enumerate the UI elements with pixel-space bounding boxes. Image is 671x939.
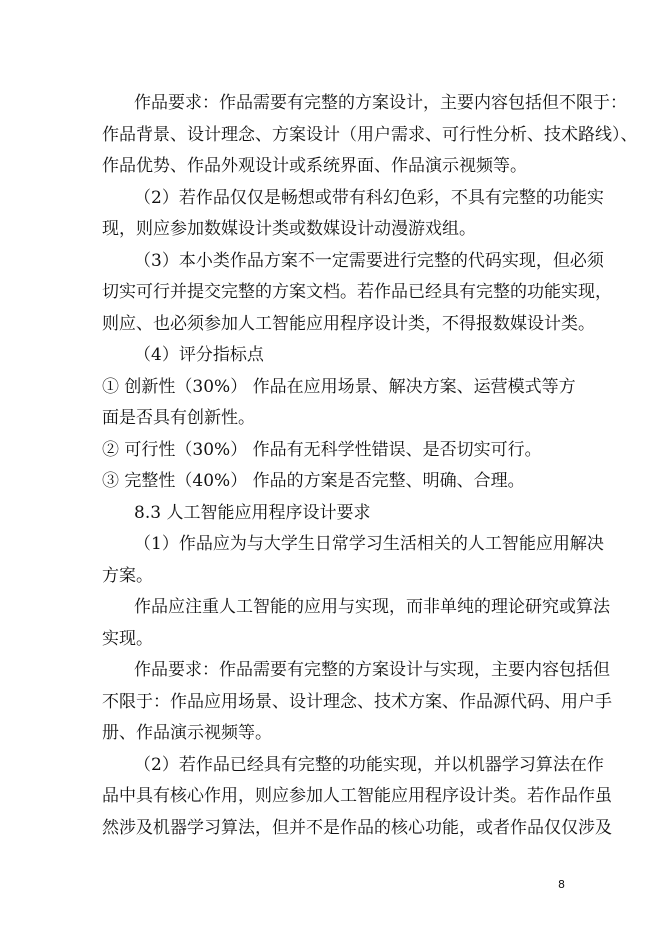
- paragraph-line: 切实可行并提交完整的方案文档。若作品已经具有完整的功能实现，: [102, 282, 612, 302]
- paragraph-line: （2）若作品已经具有完整的功能实现，并以机器学习算法在作: [134, 755, 604, 775]
- page-number: 8: [558, 878, 565, 891]
- section-heading-8-3: 8.3 人工智能应用程序设计要求: [134, 503, 371, 523]
- paragraph-line: 现，则应参加数媒设计类或数媒设计动漫游戏组。: [102, 219, 476, 239]
- scoring-item-feasibility: ② 可行性（30%） 作品有无科学性错误、是否切实可行。: [102, 440, 542, 460]
- paragraph-line: 作品优势、作品外观设计或系统界面、作品演示视频等。: [102, 156, 527, 176]
- paragraph-line: 不限于：作品应用场景、设计理念、技术方案、作品源代码、用户手: [102, 692, 612, 712]
- paragraph-line: 然涉及机器学习算法，但并不是作品的核心功能，或者作品仅仅涉及: [102, 818, 612, 838]
- section-heading-scoring: （4）评分指标点: [134, 345, 264, 365]
- scoring-item-completeness: ③ 完整性（40%） 作品的方案是否完整、明确、合理。: [102, 471, 525, 491]
- paragraph-line: 册、作品演示视频等。: [102, 723, 272, 743]
- paragraph-line: 作品应注重人工智能的应用与实现，而非单纯的理论研究或算法: [134, 597, 610, 617]
- paragraph-line: 实现。: [102, 629, 153, 649]
- paragraph-line: 方案。: [102, 566, 153, 586]
- paragraph-line: 则应、也必须参加人工智能应用程序设计类，不得报数媒设计类。: [102, 314, 595, 334]
- scoring-item-innovation: ① 创新性（30%） 作品在应用场景、解决方案、运营模式等方: [102, 377, 576, 397]
- paragraph-line: 作品要求：作品需要有完整的方案设计，主要内容包括但不限于：: [134, 93, 627, 113]
- paragraph-line: 面是否具有创新性。: [102, 408, 255, 428]
- paragraph-line: 作品要求：作品需要有完整的方案设计与实现，主要内容包括但: [134, 660, 610, 680]
- paragraph-line: （2）若作品仅仅是畅想或带有科幻色彩，不具有完整的功能实: [134, 188, 604, 208]
- paragraph-line: （1）作品应为与大学生日常学习生活相关的人工智能应用解决: [134, 534, 604, 554]
- paragraph-line: （3）本小类作品方案不一定需要进行完整的代码实现，但必须: [134, 251, 604, 271]
- paragraph-line: 作品背景、设计理念、方案设计（用户需求、可行性分析、技术路线）、: [102, 125, 638, 145]
- paragraph-line: 品中具有核心作用，则应参加人工智能应用程序设计类。若作品作虽: [102, 786, 612, 806]
